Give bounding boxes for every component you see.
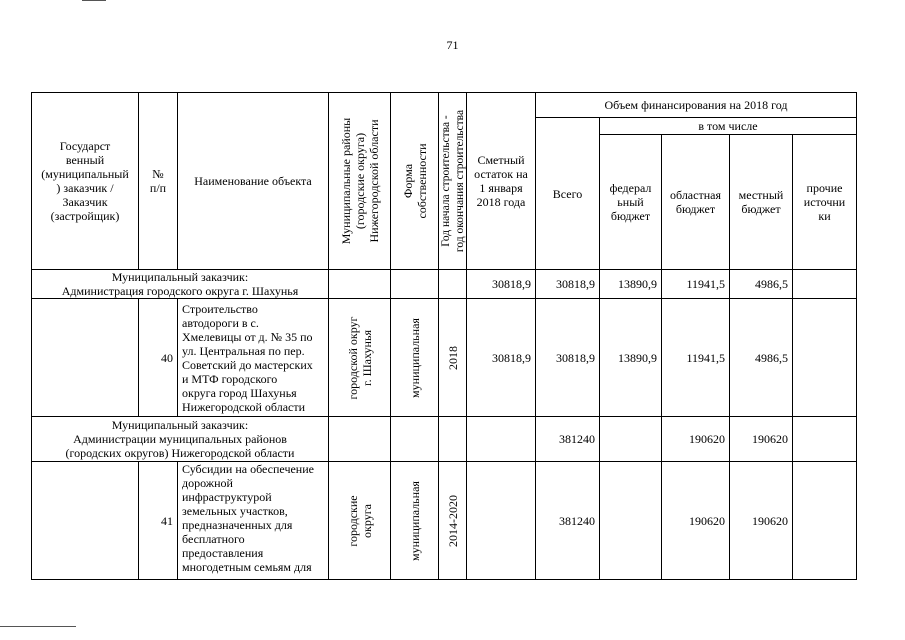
- item-total: 381240: [536, 462, 600, 580]
- group-estimated-balance: [467, 417, 536, 462]
- header-districts: Муниципальные районы (городские округа) Нижегородской области: [329, 93, 391, 270]
- header-years: Год начала строительства - год окончания строительства: [439, 93, 467, 270]
- item-federal: [600, 462, 662, 580]
- item-number: 41: [139, 462, 178, 580]
- header-object-name: Наименование объекта: [178, 93, 329, 270]
- item-federal: 13890,9: [600, 299, 662, 417]
- header-including: в том числе: [600, 118, 857, 135]
- group-district-cell: [329, 417, 391, 462]
- group-federal: [600, 417, 662, 462]
- header-row-1: [32, 93, 857, 118]
- group-local: 190620: [730, 417, 793, 462]
- financing-table: [31, 92, 857, 580]
- item-number: 40: [139, 299, 178, 417]
- item-regional: 190620: [662, 462, 730, 580]
- group-total: 381240: [536, 417, 600, 462]
- group-federal: 13890,9: [600, 270, 662, 299]
- item-estimated-balance: [467, 462, 536, 580]
- header-number: № п/п: [139, 93, 178, 270]
- header-ownership: Форма собственности: [391, 93, 439, 270]
- group-years-cell: [439, 270, 467, 299]
- item-customer-cell: [32, 462, 139, 580]
- group-other: [793, 417, 857, 462]
- item-object-name: Строительство автодороги в с. Хмелевицы от д. № 35 по ул. Центральная по пер. Советский до мастерских и МТФ городского округа город Шахунья Нижегородской области: [178, 299, 329, 417]
- header-federal: федерал ьный бюджет: [600, 135, 662, 270]
- scan-mark-top: [82, 0, 106, 1]
- item-customer-cell: [32, 299, 139, 417]
- group-district-cell: [329, 270, 391, 299]
- group-total: 30818,9: [536, 270, 600, 299]
- group-customer-label: Муниципальный заказчик: Администрация городского округа г. Шахунья: [32, 270, 329, 299]
- group-row: [32, 270, 857, 299]
- group-regional: 11941,5: [662, 270, 730, 299]
- group-other: [793, 270, 857, 299]
- group-row: [32, 417, 857, 462]
- item-years: 2014-2020: [439, 462, 467, 580]
- table-row: [32, 299, 857, 417]
- group-estimated-balance: 30818,9: [467, 270, 536, 299]
- header-other: прочие источни ки: [793, 135, 857, 270]
- group-ownership-cell: [391, 270, 439, 299]
- item-district: городской округ г. Шахунья: [329, 299, 391, 417]
- header-financing-title: Объем финансирования на 2018 год: [536, 93, 857, 118]
- header-customer: Государст венный (муниципальный ) заказчик / Заказчик (застройщик): [32, 93, 139, 270]
- item-district: городские округа: [329, 462, 391, 580]
- page-number: 71: [446, 38, 459, 52]
- table-row: [32, 462, 857, 580]
- header-estimated-balance: Сметный остаток на 1 января 2018 года: [467, 93, 536, 270]
- header-total: Всего: [536, 118, 600, 270]
- item-ownership: муниципальная: [391, 299, 439, 417]
- item-local: 4986,5: [730, 299, 793, 417]
- group-local: 4986,5: [730, 270, 793, 299]
- item-object-name: Субсидии на обеспечение дорожной инфраструктурой земельных участков, предназначенных для бесплатного предоставления многодетным семьям для: [178, 462, 329, 580]
- item-regional: 11941,5: [662, 299, 730, 417]
- item-total: 30818,9: [536, 299, 600, 417]
- item-ownership: муниципальная: [391, 462, 439, 580]
- item-other: [793, 462, 857, 580]
- header-regional: областная бюджет: [662, 135, 730, 270]
- item-years: 2018: [439, 299, 467, 417]
- item-other: [793, 299, 857, 417]
- group-years-cell: [439, 417, 467, 462]
- group-regional: 190620: [662, 417, 730, 462]
- scan-mark-bottom: [0, 626, 76, 627]
- group-customer-label: Муниципальный заказчик: Администрации муниципальных районов (городских округов) Нижегородской области: [32, 417, 329, 462]
- item-local: 190620: [730, 462, 793, 580]
- header-local: местный бюджет: [730, 135, 793, 270]
- group-ownership-cell: [391, 417, 439, 462]
- item-estimated-balance: 30818,9: [467, 299, 536, 417]
